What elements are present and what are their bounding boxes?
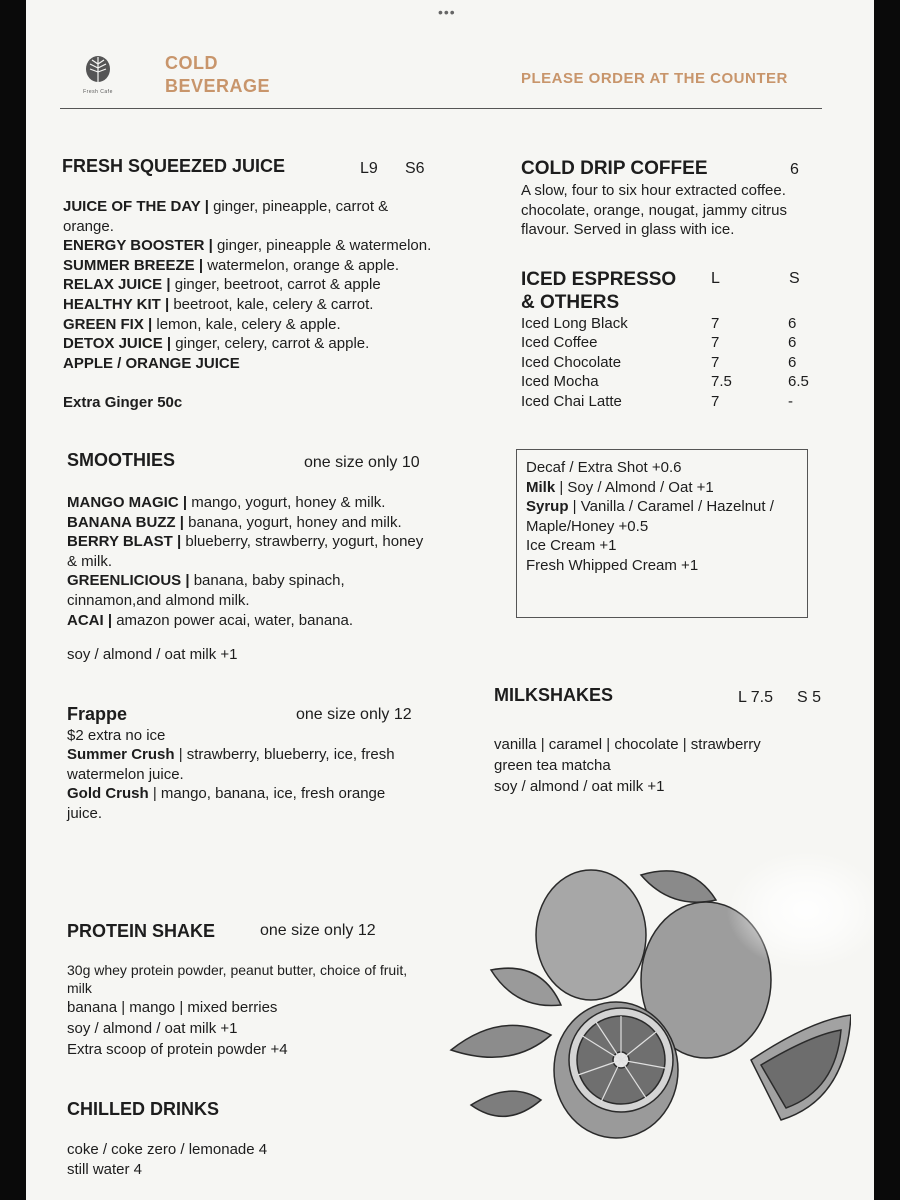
addon-ice-cream: Ice Cream +1 <box>526 537 617 555</box>
smoothies-size: one size only 10 <box>304 454 420 471</box>
smoothies-milk: soy / almond / oat milk +1 <box>67 646 238 663</box>
juice-list <box>63 197 431 373</box>
protein-title: PROTEIN SHAKE <box>67 921 216 941</box>
header-divider <box>60 108 822 109</box>
list-item: MANGO MAGIC | mango, yogurt, honey & milk. <box>67 494 386 511</box>
table-row: Iced Long Black <box>521 315 628 332</box>
header-title-line2: BEVERAGE <box>165 76 271 96</box>
milkshakes-size-l: L 7.5 <box>738 689 773 706</box>
frappe-list <box>67 745 395 823</box>
juice-title: FRESH SQUEEZED JUICE <box>62 156 286 176</box>
cold-drip-price: 6 <box>790 161 799 178</box>
chilled-line2: still water 4 <box>67 1161 143 1178</box>
table-row: Iced Coffee <box>521 334 598 351</box>
frappe-title: Frappe <box>67 704 128 724</box>
list-item: GREENLICIOUS | banana, baby spinach, <box>67 572 345 590</box>
table-cell: 7 <box>711 393 720 410</box>
frappe-size: one size only 12 <box>296 706 412 723</box>
list-item: SUMMER BREEZE | watermelon, orange & apple. <box>63 256 399 274</box>
table-cell: 6.5 <box>788 373 809 390</box>
table-cell: 7.5 <box>711 373 732 390</box>
milkshakes-milk: soy / almond / oat milk +1 <box>494 778 665 795</box>
addon-syrup: Syrup | Vanilla / Caramel / Hazelnut / <box>526 498 774 516</box>
extra-ginger: Extra Ginger 50c <box>63 394 183 411</box>
iced-title: ICED ESPRESSO <box>521 269 677 290</box>
milkshakes-matcha: green tea matcha <box>494 757 611 774</box>
list-item: orange. <box>63 217 114 235</box>
smoothies-title: SMOOTHIES <box>67 450 176 470</box>
milkshakes-list <box>494 734 761 797</box>
list-item: RELAX JUICE | ginger, beetroot, carrot & apple <box>63 276 381 294</box>
iced-title-cont: & OTHERS <box>521 292 620 313</box>
list-item: cinnamon,and almond milk. <box>67 591 250 609</box>
milkshakes-size-s: S 5 <box>797 689 822 706</box>
list-item: APPLE / ORANGE JUICE <box>63 354 240 372</box>
table-row: Iced Chai Latte <box>521 393 622 410</box>
table-cell: 7 <box>711 334 720 351</box>
list-item: watermelon juice. <box>67 765 184 783</box>
cafe-logo <box>78 54 118 95</box>
menu-sheet <box>26 0 874 1200</box>
light-glare <box>726 850 874 970</box>
list-item: HEALTHY KIT | beetroot, kale, celery & carrot. <box>63 295 374 313</box>
table-cell: 7 <box>711 354 720 371</box>
table-cell: 6 <box>788 354 797 371</box>
chilled-title: CHILLED DRINKS <box>67 1099 219 1119</box>
order-notice: PLEASE ORDER AT THE COUNTER <box>521 70 788 87</box>
list-item: juice. <box>67 804 103 822</box>
addon-syrup-cont: Maple/Honey +0.5 <box>526 517 649 535</box>
addons-box <box>516 449 808 618</box>
juice-size-s: S6 <box>405 160 425 177</box>
list-item: BANANA BUZZ | banana, yogurt, honey and milk. <box>67 513 402 531</box>
addon-whipped: Fresh Whipped Cream +1 <box>526 556 699 574</box>
list-item: DETOX JUICE | ginger, celery, carrot & apple. <box>63 335 370 353</box>
table-cell: 7 <box>711 315 720 332</box>
list-item: Summer Crush | strawberry, blueberry, ice, fresh <box>67 746 395 763</box>
chilled-line1: coke / coke zero / lemonade 4 <box>67 1141 268 1158</box>
milkshakes-title: MILKSHAKES <box>494 685 614 705</box>
drag-handle-dots: ••• <box>438 4 456 20</box>
cold-drip-desc: A slow, four to six hour extracted coffee. chocolate, orange, nougat, jammy citrus flavour. Served in glass with ice. <box>521 182 787 239</box>
table-cell: 6 <box>788 334 797 351</box>
list-item: GREEN FIX | lemon, kale, celery & apple. <box>63 315 341 333</box>
list-item: ACAI | amazon power acai, water, banana. <box>67 611 354 629</box>
leaf-icon <box>83 54 113 84</box>
header-title-line1: COLD <box>165 53 218 73</box>
table-row: Iced Chocolate <box>521 354 622 371</box>
list-item: & milk. <box>67 552 112 570</box>
list-item: BERRY BLAST | blueberry, strawberry, yogurt, honey <box>67 533 424 551</box>
protein-desc-cont: milk <box>67 980 92 996</box>
milkshakes-flavours: vanilla | caramel | chocolate | strawberry <box>494 736 761 753</box>
juice-size-l: L9 <box>360 160 378 177</box>
list-item: JUICE OF THE DAY | ginger, pineapple, carrot & <box>63 198 389 215</box>
table-row: Iced Mocha <box>521 373 599 390</box>
protein-extra: Extra scoop of protein powder +4 <box>67 1041 288 1058</box>
protein-fruits: banana | mango | mixed berries <box>67 999 278 1016</box>
logo-text: Fresh Cafe <box>83 89 113 95</box>
cold-drip-title: COLD DRIP COFFEE <box>521 158 708 179</box>
protein-size: one size only 12 <box>260 922 376 939</box>
addon-decaf: Decaf / Extra Shot +0.6 <box>526 459 682 476</box>
list-item: Gold Crush | mango, banana, ice, fresh orange <box>67 785 386 803</box>
protein-desc: 30g whey protein powder, peanut butter, choice of fruit, <box>67 962 408 978</box>
smoothies-list <box>67 493 423 630</box>
addon-milk: Milk | Soy / Almond / Oat +1 <box>526 478 714 496</box>
iced-col-l: L <box>711 270 720 287</box>
table-cell: 6 <box>788 315 797 332</box>
protein-details <box>67 961 467 1060</box>
protein-milk: soy / almond / oat milk +1 <box>67 1020 238 1037</box>
iced-col-s: S <box>789 270 800 287</box>
frappe-note: $2 extra no ice <box>67 727 166 744</box>
table-cell: - <box>788 393 793 410</box>
list-item: ENERGY BOOSTER | ginger, pineapple & watermelon. <box>63 237 432 255</box>
